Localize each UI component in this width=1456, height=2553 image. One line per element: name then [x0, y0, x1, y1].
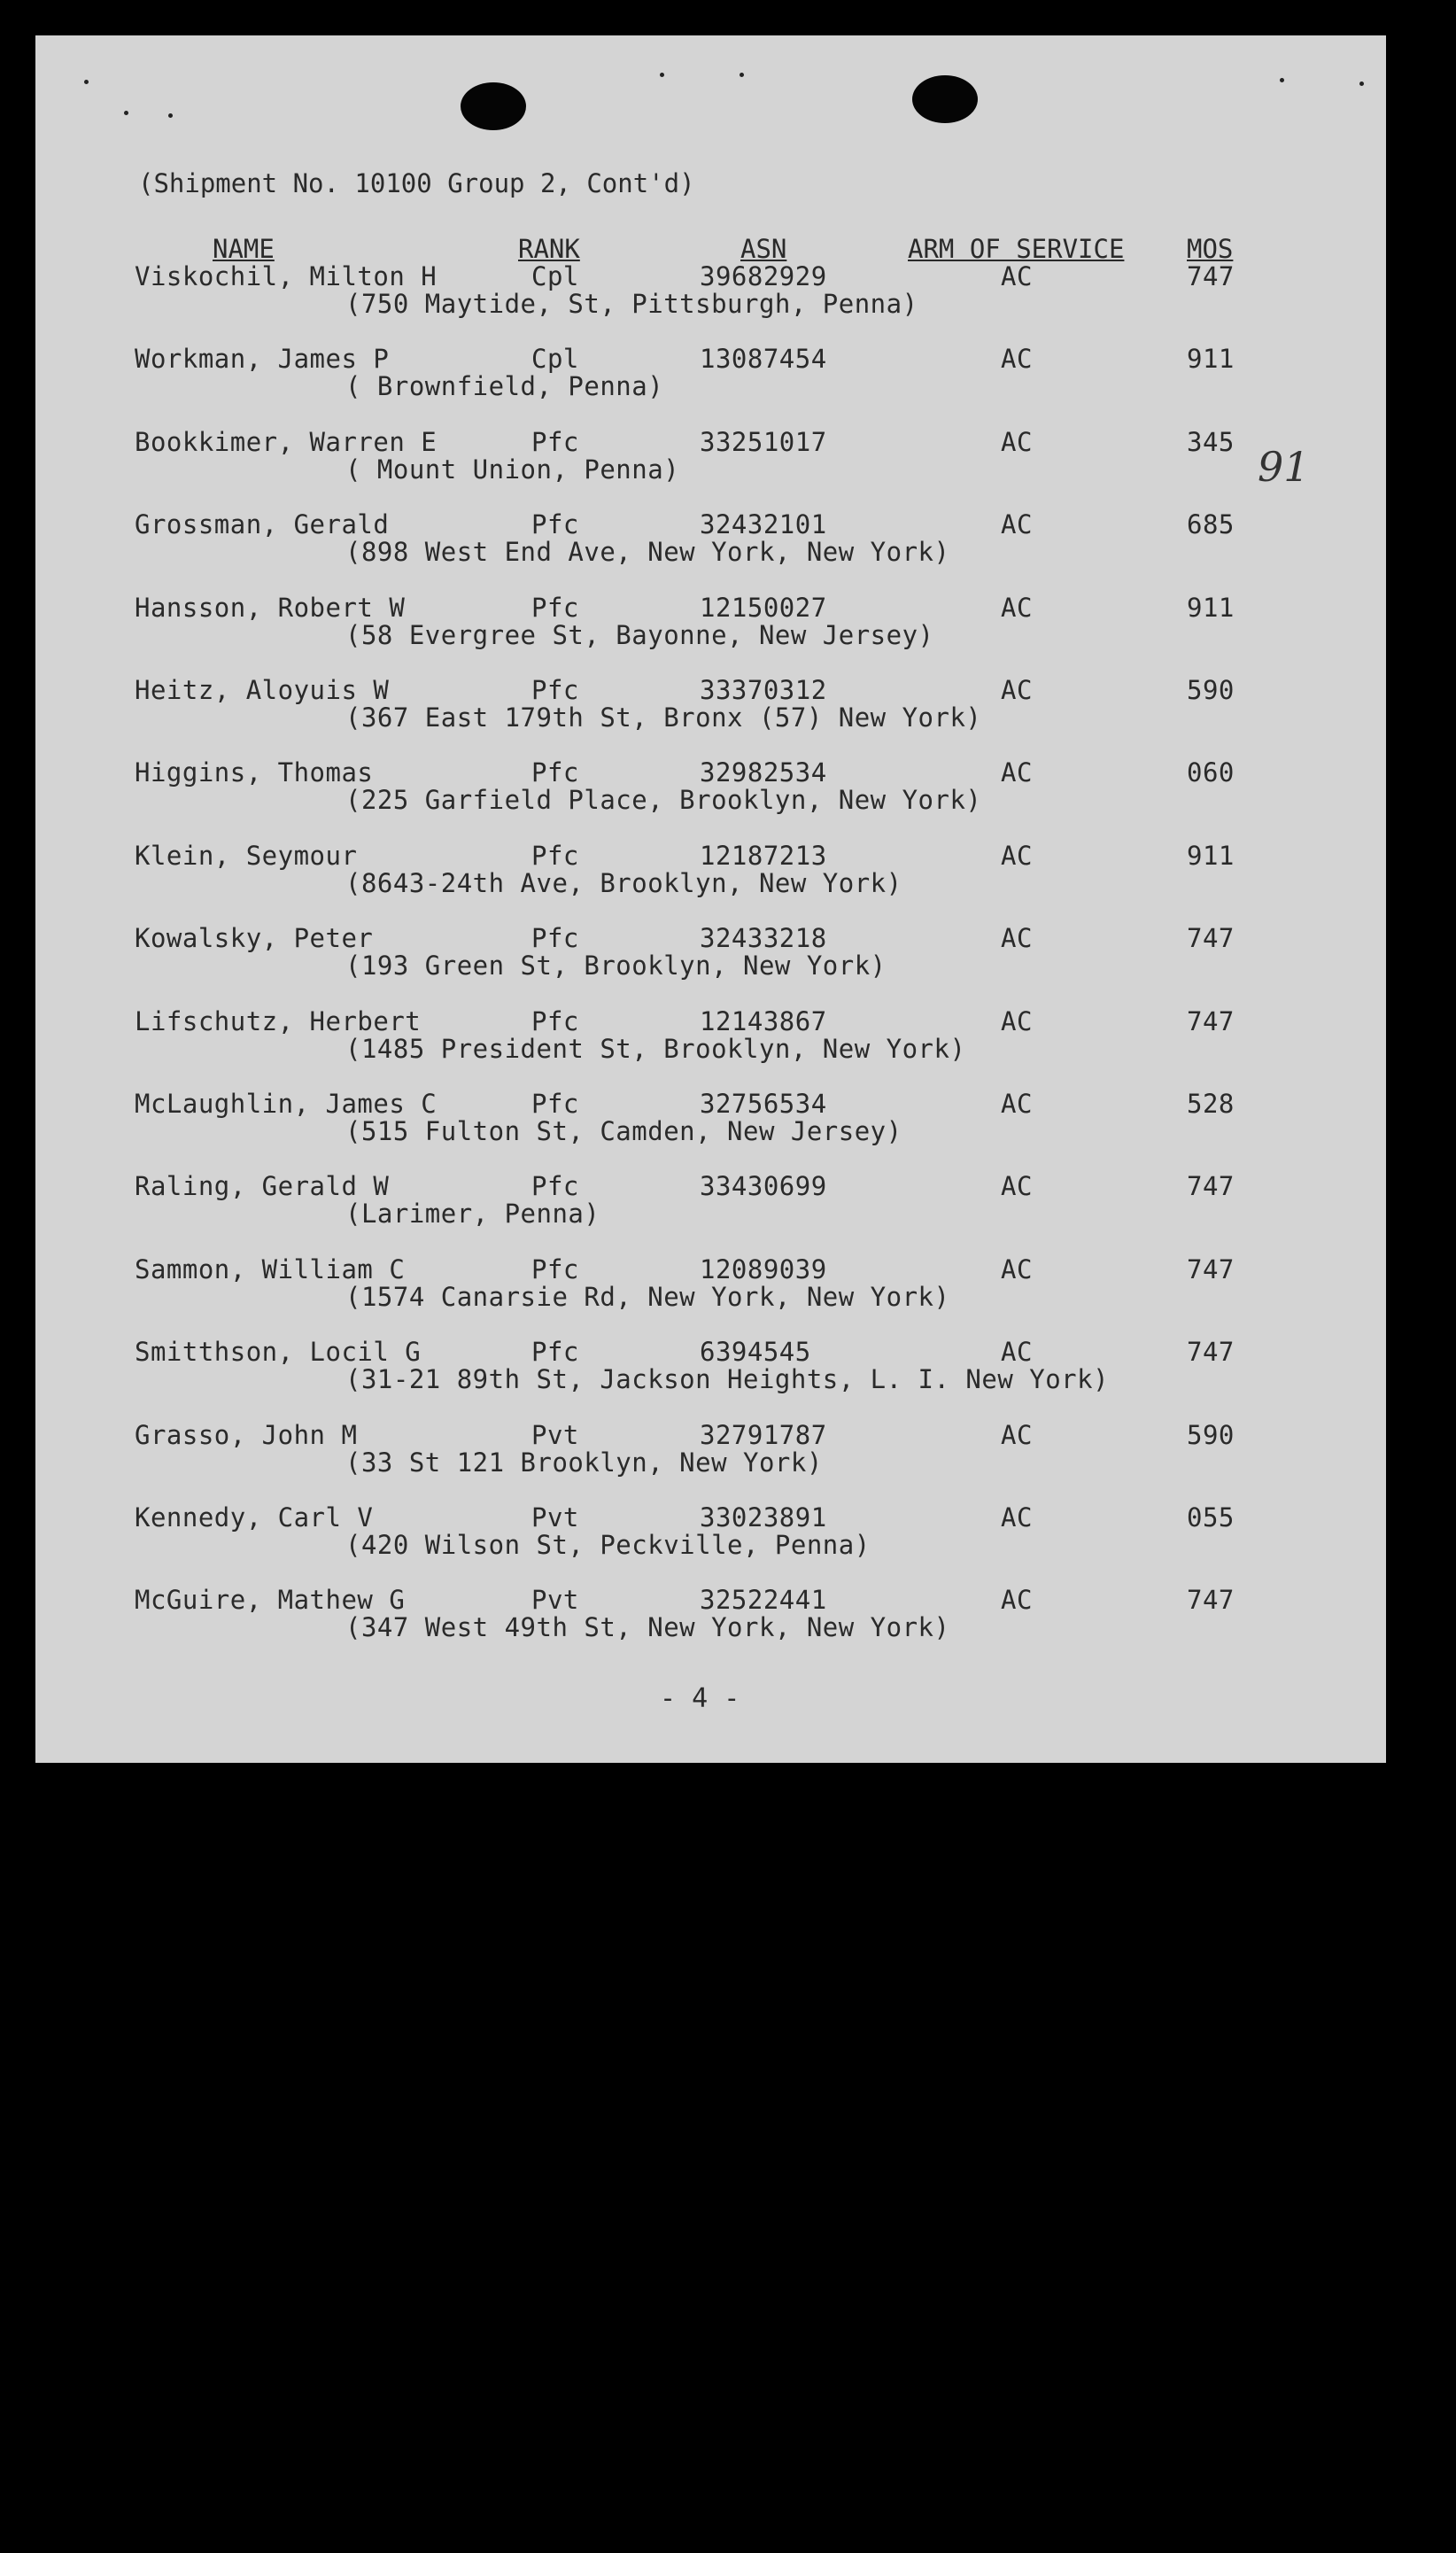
soldier-address: (193 Green St, Brooklyn, New York) — [345, 951, 887, 982]
soldier-arm-of-service: AC — [1001, 1089, 1033, 1119]
soldier-mos: 911 — [1187, 840, 1235, 871]
punch-hole-right — [912, 75, 978, 123]
soldier-mos: 747 — [1187, 1337, 1235, 1368]
soldier-mos: 590 — [1187, 1419, 1235, 1450]
soldier-name: Heitz, Aloyuis W — [135, 675, 390, 705]
speck — [740, 73, 744, 77]
soldier-rank: Cpl — [531, 344, 579, 375]
soldier-name: Workman, James P — [135, 344, 390, 375]
soldier-arm-of-service: AC — [1001, 923, 1033, 954]
speck — [1280, 78, 1284, 82]
soldier-name: Higgins, Thomas — [135, 757, 374, 788]
speck — [168, 113, 173, 118]
soldier-mos: 060 — [1187, 757, 1235, 788]
soldier-mos: 747 — [1187, 923, 1235, 954]
soldier-name: Grossman, Gerald — [135, 509, 390, 540]
soldier-arm-of-service: AC — [1001, 592, 1033, 623]
soldier-address: (31-21 89th St, Jackson Heights, L. I. New York) — [345, 1364, 1110, 1395]
soldier-mos: 590 — [1187, 675, 1235, 705]
speck — [1359, 81, 1364, 86]
soldier-asn: 32982534 — [700, 757, 827, 788]
soldier-name: Kennedy, Carl V — [135, 1502, 374, 1533]
soldier-arm-of-service: AC — [1001, 426, 1033, 457]
soldier-asn: 39682929 — [700, 261, 827, 291]
soldier-rank: Pfc — [531, 592, 579, 623]
soldier-asn: 13087454 — [700, 344, 827, 375]
soldier-mos: 747 — [1187, 261, 1235, 291]
soldier-address: (898 West End Ave, New York, New York) — [345, 537, 950, 568]
soldier-arm-of-service: AC — [1001, 757, 1033, 788]
soldier-rank: Pfc — [531, 1337, 579, 1368]
soldier-asn: 32522441 — [700, 1585, 827, 1616]
soldier-mos: 911 — [1187, 344, 1235, 375]
soldier-mos: 345 — [1187, 426, 1235, 457]
column-header-arm-of-service: ARM OF SERVICE — [908, 234, 1125, 264]
soldier-address: (515 Fulton St, Camden, New Jersey) — [345, 1116, 902, 1146]
speck — [84, 80, 89, 84]
soldier-arm-of-service: AC — [1001, 840, 1033, 871]
soldier-address: (750 Maytide, St, Pittsburgh, Penna) — [345, 289, 918, 319]
soldier-rank: Pfc — [531, 840, 579, 871]
soldier-address: ( Brownfield, Penna) — [345, 371, 664, 402]
soldier-arm-of-service: AC — [1001, 675, 1033, 705]
soldier-rank: Pvt — [531, 1585, 579, 1616]
speck — [124, 111, 128, 115]
soldier-rank: Pfc — [531, 1005, 579, 1036]
speck — [660, 73, 664, 77]
column-header-asn: ASN — [740, 234, 787, 264]
shipment-header: (Shipment No. 10100 Group 2, Cont'd) — [138, 168, 695, 198]
punch-hole-left — [461, 82, 526, 130]
soldier-mos: 747 — [1187, 1585, 1235, 1616]
soldier-asn: 32432101 — [700, 509, 827, 540]
soldier-arm-of-service: AC — [1001, 1419, 1033, 1450]
soldier-name: Kowalsky, Peter — [135, 923, 374, 954]
soldier-asn: 33370312 — [700, 675, 827, 705]
soldier-mos: 747 — [1187, 1253, 1235, 1284]
page-number: - 4 - — [660, 1683, 740, 1714]
soldier-rank: Pfc — [531, 1089, 579, 1119]
soldier-address: (58 Evergree St, Bayonne, New Jersey) — [345, 619, 934, 650]
soldier-asn: 32756534 — [700, 1089, 827, 1119]
document-page — [35, 35, 1386, 1763]
soldier-rank: Pfc — [531, 509, 579, 540]
soldier-name: McGuire, Mathew G — [135, 1585, 406, 1616]
soldier-address: (225 Garfield Place, Brooklyn, New York) — [345, 785, 982, 816]
soldier-name: Hansson, Robert W — [135, 592, 406, 623]
soldier-name: Smitthson, Locil G — [135, 1337, 422, 1368]
soldier-arm-of-service: AC — [1001, 1585, 1033, 1616]
soldier-rank: Pfc — [531, 923, 579, 954]
soldier-name: Lifschutz, Herbert — [135, 1005, 422, 1036]
soldier-rank: Pfc — [531, 1171, 579, 1202]
soldier-name: Klein, Seymour — [135, 840, 358, 871]
soldier-rank: Pfc — [531, 1253, 579, 1284]
soldier-mos: 055 — [1187, 1502, 1235, 1533]
soldier-rank: Pvt — [531, 1419, 579, 1450]
margin-page-number: 91 — [1258, 443, 1310, 491]
soldier-asn: 32433218 — [700, 923, 827, 954]
soldier-arm-of-service: AC — [1001, 1253, 1033, 1284]
soldier-arm-of-service: AC — [1001, 1337, 1033, 1368]
soldier-rank: Cpl — [531, 261, 579, 291]
soldier-address: (Larimer, Penna) — [345, 1199, 600, 1230]
soldier-rank: Pvt — [531, 1502, 579, 1533]
soldier-name: McLaughlin, James C — [135, 1089, 438, 1119]
soldier-arm-of-service: AC — [1001, 1171, 1033, 1202]
soldier-rank: Pfc — [531, 675, 579, 705]
soldier-name: Raling, Gerald W — [135, 1171, 390, 1202]
soldier-asn: 32791787 — [700, 1419, 827, 1450]
soldier-asn: 6394545 — [700, 1337, 811, 1368]
soldier-asn: 12089039 — [700, 1253, 827, 1284]
soldier-asn: 12150027 — [700, 592, 827, 623]
soldier-mos: 528 — [1187, 1089, 1235, 1119]
soldier-address: ( Mount Union, Penna) — [345, 454, 680, 485]
soldier-address: (420 Wilson St, Peckville, Penna) — [345, 1530, 871, 1560]
soldier-rank: Pfc — [531, 757, 579, 788]
soldier-name: Sammon, William C — [135, 1253, 406, 1284]
soldier-arm-of-service: AC — [1001, 509, 1033, 540]
soldier-name: Bookkimer, Warren E — [135, 426, 438, 457]
column-header-mos: MOS — [1187, 234, 1234, 264]
soldier-address: (8643-24th Ave, Brooklyn, New York) — [345, 867, 902, 898]
column-header-name: NAME — [213, 234, 275, 264]
soldier-mos: 685 — [1187, 509, 1235, 540]
soldier-arm-of-service: AC — [1001, 1502, 1033, 1533]
soldier-arm-of-service: AC — [1001, 1005, 1033, 1036]
soldier-arm-of-service: AC — [1001, 261, 1033, 291]
soldier-address: (367 East 179th St, Bronx (57) New York) — [345, 702, 982, 733]
soldier-name: Viskochil, Milton H — [135, 261, 438, 291]
soldier-rank: Pfc — [531, 426, 579, 457]
column-header-rank: RANK — [518, 234, 580, 264]
soldier-mos: 911 — [1187, 592, 1235, 623]
soldier-asn: 33430699 — [700, 1171, 827, 1202]
soldier-address: (1574 Canarsie Rd, New York, New York) — [345, 1281, 950, 1312]
soldier-asn: 33251017 — [700, 426, 827, 457]
soldier-address: (33 St 121 Brooklyn, New York) — [345, 1447, 823, 1478]
soldier-asn: 33023891 — [700, 1502, 827, 1533]
soldier-asn: 12143867 — [700, 1005, 827, 1036]
soldier-mos: 747 — [1187, 1171, 1235, 1202]
soldier-asn: 12187213 — [700, 840, 827, 871]
soldier-address: (347 West 49th St, New York, New York) — [345, 1612, 950, 1643]
soldier-name: Grasso, John M — [135, 1419, 358, 1450]
soldier-arm-of-service: AC — [1001, 344, 1033, 375]
soldier-mos: 747 — [1187, 1005, 1235, 1036]
soldier-address: (1485 President St, Brooklyn, New York) — [345, 1033, 966, 1064]
